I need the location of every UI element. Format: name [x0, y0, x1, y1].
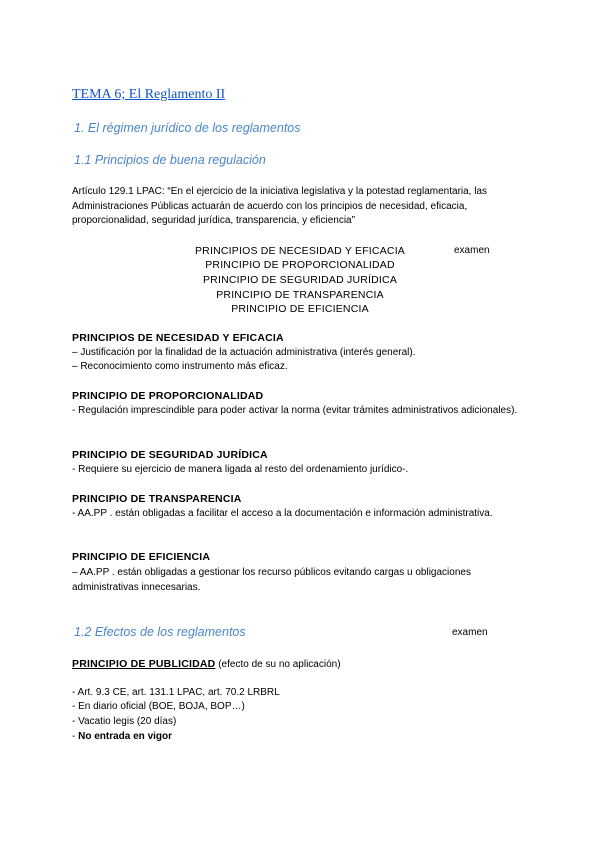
- principle-list-item: PRINCIPIOS DE NECESIDAD Y EFICACIA: [194, 245, 406, 257]
- principle-list-item: PRINCIPIO DE TRANSPARENCIA: [216, 289, 384, 301]
- eficiencia-text: – AA.PP . están obligadas a gestionar los recurso públicos evitando cargas u obligaciones administrativas innecesarias.: [72, 567, 471, 593]
- publicidad-last-line: [72, 730, 172, 745]
- section-heading-1-1: 1.1 Principios de buena regulación: [74, 153, 266, 167]
- publicidad-last-bold: No entrada en vigor: [78, 731, 173, 742]
- principle-list-item: PRINCIPIO DE PROPORCIONALIDAD: [205, 259, 395, 271]
- exam-tag: examen: [452, 627, 488, 638]
- necesidad-line: – Justificación por la finalidad de la actuación administrativa (interés general).: [72, 347, 416, 358]
- eficiencia-heading: PRINCIPIO DE EFICIENCIA: [72, 551, 211, 563]
- necesidad-line: – Reconocimiento como instrumento más eficaz.: [72, 361, 288, 372]
- publicidad-last-prefix: -: [72, 731, 79, 742]
- exam-tag: examen: [454, 245, 490, 256]
- publicidad-line: - En diario oficial (BOE, BOJA, BOP…): [72, 701, 245, 712]
- seguridad-text: - Requiere su ejercicio de manera ligada al resto del ordenamiento jurídico-.: [72, 464, 409, 475]
- proporcionalidad-text: - Regulación imprescindible para poder activar la norma (evitar trámites administrativos adicionales).: [72, 405, 518, 416]
- publicidad-heading-suffix: (efecto de su no aplicación): [215, 659, 341, 670]
- publicidad-heading: PRINCIPIO DE PUBLICIDAD: [72, 658, 216, 670]
- publicidad-line: - Art. 9.3 CE, art. 131.1 LPAC, art. 70.2 LRBRL: [72, 687, 280, 698]
- publicidad-heading-line: [72, 657, 341, 673]
- seguridad-heading: PRINCIPIO DE SEGURIDAD JURÍDICA: [72, 449, 268, 461]
- section-heading-1: 1. El régimen jurídico de los reglamentos: [74, 121, 301, 135]
- transparencia-text: - AA.PP . están obligadas a facilitar el acceso a la documentación e información administrativa.: [72, 508, 493, 519]
- document-title: TEMA 6; El Reglamento II: [72, 87, 226, 102]
- transparencia-heading: PRINCIPIO DE TRANSPARENCIA: [72, 493, 242, 505]
- publicidad-line: - Vacatio legis (20 días): [72, 716, 177, 727]
- proporcionalidad-heading: PRINCIPIO DE PROPORCIONALIDAD: [72, 390, 264, 402]
- section-heading-1-2: 1.2 Efectos de los reglamentos: [74, 625, 246, 639]
- article-paragraph: Artículo 129.1 LPAC: “En el ejercicio de la iniciativa legislativa y la potestad reglamentaria, las Administraciones Públicas actuarán de acuerdo con los principios de necesidad, eficacia, proporcionalidad, seguridad jurídica, transparencia, y eficiencia”: [72, 186, 488, 226]
- necesidad-heading: PRINCIPIOS DE NECESIDAD Y EFICACIA: [72, 332, 284, 344]
- principle-list-item: PRINCIPIO DE EFICIENCIA: [231, 303, 369, 315]
- principle-list-item: PRINCIPIO DE SEGURIDAD JURÍDICA: [202, 274, 398, 286]
